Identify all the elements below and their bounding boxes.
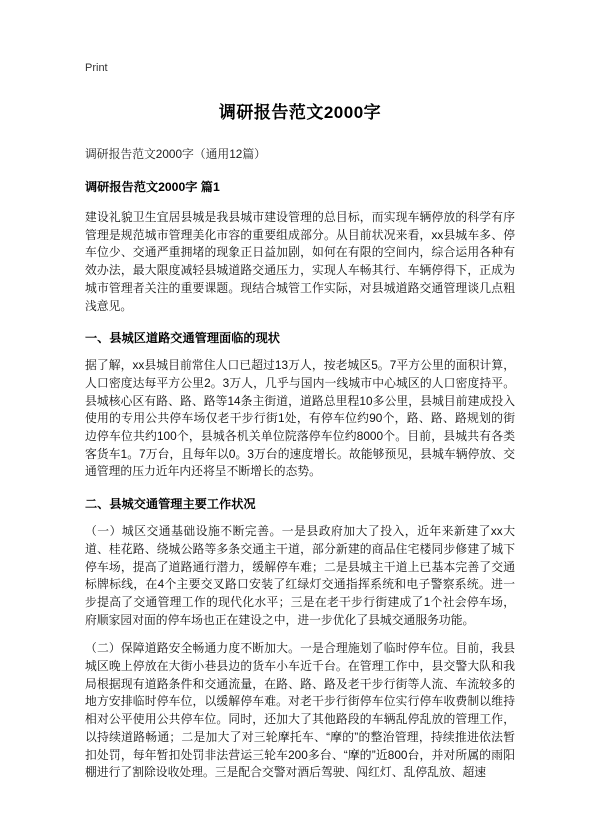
section-2-paragraph-1: （一）城区交通基础设施不断完善。一是县政府加大了投入，近年来新建了xx大道、桂花路、绕城公路等多条交通主干道，部分新建的商品住宅楼同步修建了城下停车场，提高了道路通行潜力，缓解停车难；二是县城主干道上已基本完善了交通标牌标线，在4个主要交叉路口安装了红绿灯交通指挥系统和电子警察系统。进一步提高了交通管理工作的现代化水平；三是在老干步行街建成了1个社会停车场，府顺家园对面的停车场也正在建设之中，进一步优化了县城交通服务功能。 [85,524,515,627]
section-2-heading: 二、县城交通管理主要工作状况 [85,497,256,512]
document-subtitle: 调研报告范文2000字（通用12篇） [85,147,266,161]
section-1-paragraph: 据了解，xx县城目前常住人口已超过13万人，按老城区5。7平方公里的面积计算，人口密度达每平方公里2。3万人，几乎与国内一线城市中心城区的人口密度持平。县城核心区有路、路、路等14条主街道，道路总里程10多公里，县城目前建成投入使用的专用公共停车场仅老干步行街1处，有停车位约90个，路、路、路规划的街边停车位共约100个，县城各机关单位院落停车位约8000个。目前，县城共有各类客货车1。7万台，且每年以0。3万台的速度增长。故能够预见，县城车辆停放、交通管理的压力近年内还将呈不断增长的态势。 [85,358,515,479]
article-heading: 调研报告范文2000字 篇1 [85,180,220,194]
section-2-paragraph-2: （二）保障道路安全畅通力度不断加大。一是合理施划了临时停车位。目前，我县城区晚上停放在大街小巷县边的货车小车近千台。在管理工作中，县交警大队和我局根据现有道路条件和交通流量，在路、路、路及老干步行街等人流、车流较多的地方安排临时停车位，以缓解停车难。对老干步行街停车位实行停车收费制以维持相对公平使用公共停车位。同时，还加大了其他路段的车辆乱停乱放的管理工作，以持续道路畅通；二是加大了对三轮摩托车、“摩的”的整治管理，持续推进依法暂扣处罚，每年暂扣处罚非法营运三轮车200多台、“摩的”近800台，并对所属的雨阳棚进行了割除设收处理。三是配合交警对酒后驾驶、闯红灯、乱停乱放、超速 [85,641,515,780]
intro-paragraph: 建设礼貌卫生宜居县城是我县城市建设管理的总目标，而实现车辆停放的科学有序管理是规范城市管理美化市容的重要组成部分。从目前状况来看，xx县城车多、停车位少、交通严重拥堵的现象正日益加剧，如何在有限的空间内，综合运用各种有效办法，最大限度减轻县城道路交通压力，实现人车畅其行、车辆停得下，正成为城市管理者关注的重要课题。现结合城管工作实际，对县城道路交通管理谈几点粗浅意见。 [85,210,515,313]
section-1-heading: 一、县城区道路交通管理面临的现状 [85,331,280,346]
page-title: 调研报告范文2000字 [218,103,382,122]
print-button[interactable]: Print [85,62,108,74]
